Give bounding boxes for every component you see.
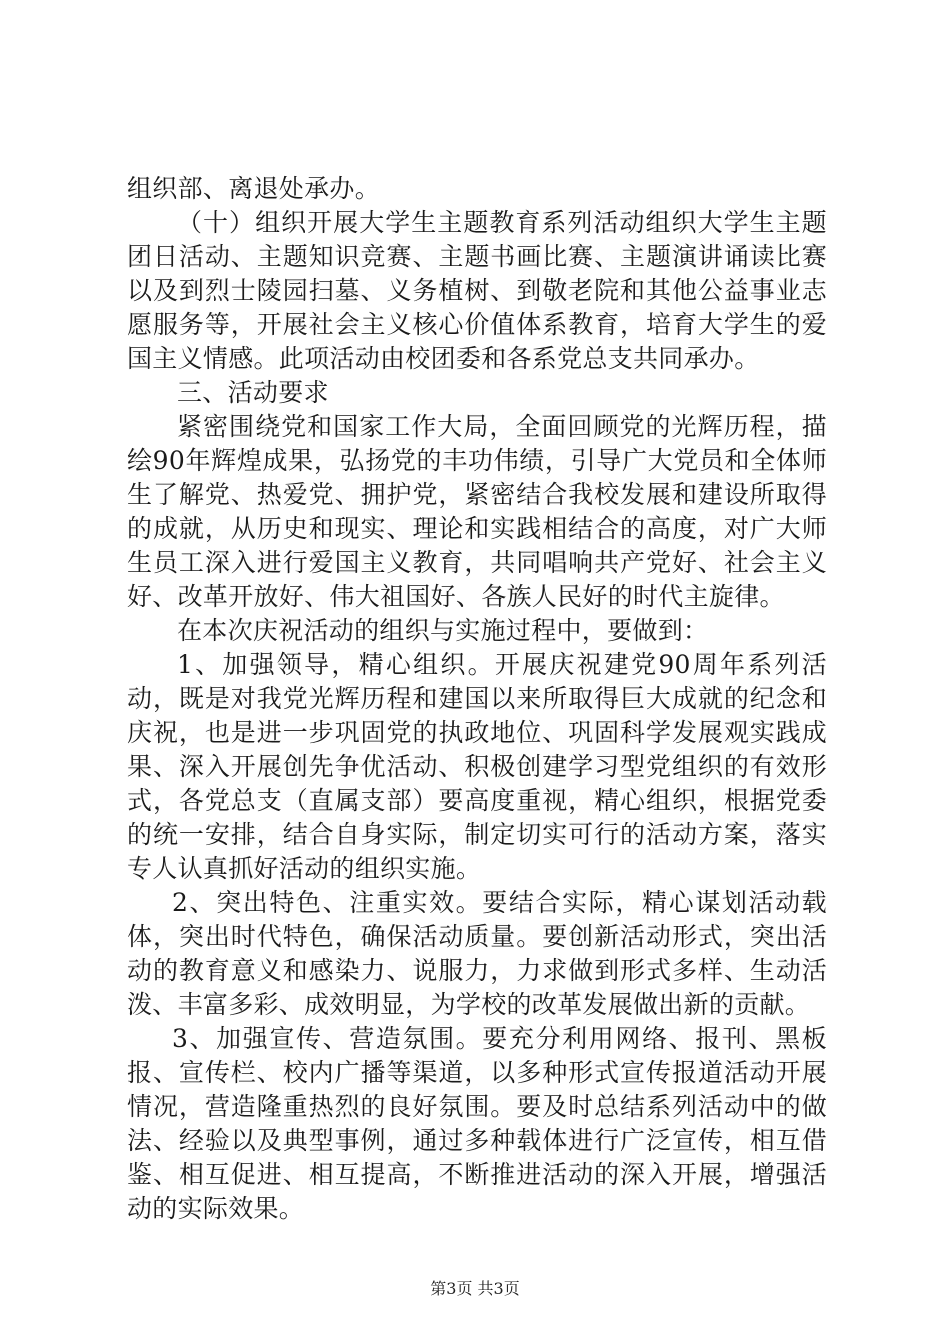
paragraph-item-ten: （十）组织开展大学生主题教育系列活动组织大学生主题团日活动、主题知识竞赛、主题书画比赛、主题演讲诵读比赛以及到烈士陵园扫墓、义务植树、到敬老院和其他公益事业志愿服务等，开展社会主义核心价值体系教育，培育大学生的爱国主义情感。此项活动由校团委和各系党总支共同承办。 (127, 208, 827, 373)
paragraph-requirement-1: 1、加强领导，精心组织。开展庆祝建党90周年系列活动，既是对我党光辉历程和建国以来所取得巨大成就的纪念和庆祝，也是进一步巩固党的执政地位、巩固科学发展观实践成果、深入开展创先争优活动、积极创建学习型党组织的有效形式，各党总支（直属支部）要高度重视，精心组织，根据党委的统一安排，结合自身实际，制定切实可行的活动方案，落实专人认真抓好活动的组织实施。 (127, 650, 827, 883)
section-heading-requirements: 三、活动要求 (177, 378, 329, 407)
paragraph-requirements-intro: 紧密围绕党和国家工作大局，全面回顾党的光辉历程，描绘90年辉煌成果，弘扬党的丰功伟绩，引导广大党员和全体师生了解党、热爱党、拥护党，紧密结合我校发展和建设所取得的成就，从历史和现实、理论和实践相结合的高度，对广大师生员工深入进行爱国主义教育，共同唱响共产党好、社会主义好、改革开放好、伟大祖国好、各族人民好的时代主旋律。 (127, 412, 827, 611)
paragraph-implementation-lead: 在本次庆祝活动的组织与实施过程中，要做到： (177, 616, 709, 645)
page-number-label: 第3页 共3页 (430, 1279, 520, 1298)
page-footer (0, 1276, 950, 1299)
paragraph-continuation: 组织部、离退处承办。 (127, 174, 381, 203)
paragraph-requirement-2: 2、突出特色、注重实效。要结合实际，精心谋划活动载体，突出时代特色，确保活动质量。要创新活动形式，突出活动的教育意义和感染力、说服力，力求做到形式多样、生动活泼、丰富多彩、成效明显，为学校的改革发展做出新的贡献。 (127, 888, 827, 1019)
paragraph-requirement-3: 3、加强宣传、营造氛围。要充分利用网络、报刊、黑板报、宣传栏、校内广播等渠道，以多种形式宣传报道活动开展情况，营造隆重热烈的良好氛围。要及时总结系列活动中的做法、经验以及典型事例，通过多种载体进行广泛宣传，相互借鉴、相互促进、相互提高，不断推进活动的深入开展，增强活动的实际效果。 (127, 1024, 827, 1223)
document-body (127, 172, 827, 1226)
